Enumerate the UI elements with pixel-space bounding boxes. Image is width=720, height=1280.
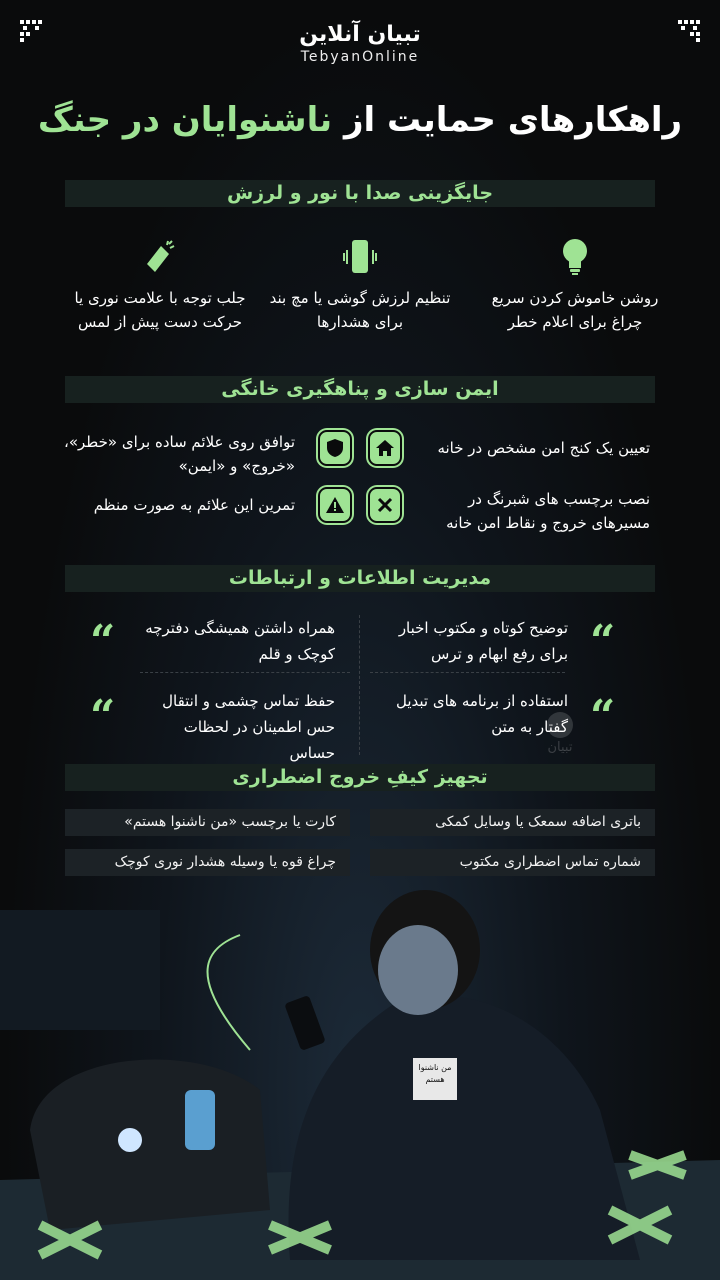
lightbulb-icon (561, 238, 589, 276)
title-white: راهکارهای حمایت از (343, 100, 683, 140)
brand-name-fa: تبیان آنلاین (299, 22, 421, 47)
arrow-icon (208, 935, 251, 1050)
section-heading: جایگزینی صدا با نور و لرزش (65, 180, 655, 207)
divider (370, 672, 565, 673)
divider (359, 615, 360, 755)
safety-item: نصب برچسب های شبرنگ در مسیرهای خروج و نقاط امن خانه (446, 490, 650, 532)
tip-item: تنظیم لرزش گوشی یا مچ بند برای هشدارها (260, 238, 460, 334)
phone (284, 995, 326, 1051)
illustration (0, 880, 720, 1280)
shield-icon (318, 430, 352, 466)
watermark: تبیان (535, 712, 585, 755)
section-heading: ایمن سازی و پناهگیری خانگی (65, 376, 655, 403)
kit-item: باتری اضافه سمعک یا وسایل کمکی (370, 809, 655, 836)
info-item: همراه داشتن همیشگی دفترچه کوچک و قلم (145, 619, 335, 663)
tip-item: جلب توجه با علامت نوری یا حرکت دست پیش از لمس (60, 238, 260, 334)
section-heading: مدیریت اطلاعات و ارتباطات (65, 565, 655, 592)
info-item: استفاده از برنامه های تبدیل گفتار به متن (395, 692, 568, 736)
quote-icon: “ (90, 616, 116, 667)
brand-logo (0, 22, 720, 65)
quote-icon: “ (90, 691, 116, 742)
water-bottle (185, 1090, 215, 1150)
tip-item: روشن خاموش کردن سریع چراغ برای اعلام خطر (475, 238, 675, 334)
flashlight (118, 1128, 142, 1152)
badge-text: من ناشنوا هستم (418, 1063, 452, 1084)
emergency-bag (30, 1059, 270, 1230)
safety-item: توافق روی علائم ساده برای «خطر»، «خروج» و «ایمن» (64, 433, 295, 475)
quote-icon: “ (590, 616, 616, 667)
warning-icon (318, 487, 352, 523)
page-title (0, 100, 720, 140)
person-body (288, 995, 640, 1260)
quote-icon: “ (590, 691, 616, 742)
brand-name-en: TebyanOnline (300, 49, 420, 65)
flashlight-icon (141, 238, 179, 276)
watermark-icon (547, 712, 573, 738)
person-face (378, 925, 458, 1015)
info-item: توضیح کوتاه و مکتوب اخبار برای رفع ابهام و ترس (398, 619, 568, 663)
safety-item: تعیین یک کنج امن مشخص در خانه (437, 439, 650, 457)
divider (140, 672, 350, 673)
kit-item: کارت یا برچسب «من ناشنوا هستم» (65, 809, 350, 836)
shelf (0, 910, 160, 1030)
home-icon (368, 430, 402, 466)
phone-vibrate-icon (341, 238, 379, 276)
title-green: ناشنوایان در جنگ (37, 100, 333, 140)
safety-item: تمرین این علائم به صورت منظم (93, 496, 295, 514)
kit-item: چراغ قوه یا وسیله هشدار نوری کوچک (65, 849, 350, 876)
x-mark-icon (368, 487, 402, 523)
kit-item: شماره تماس اضطراری مکتوب (370, 849, 655, 876)
info-item: حفظ تماس چشمی و انتقال حس اطمینان در لحظات حساس (162, 692, 335, 762)
section-heading: تجهیز کیفِ خروج اضطراری (65, 764, 655, 791)
